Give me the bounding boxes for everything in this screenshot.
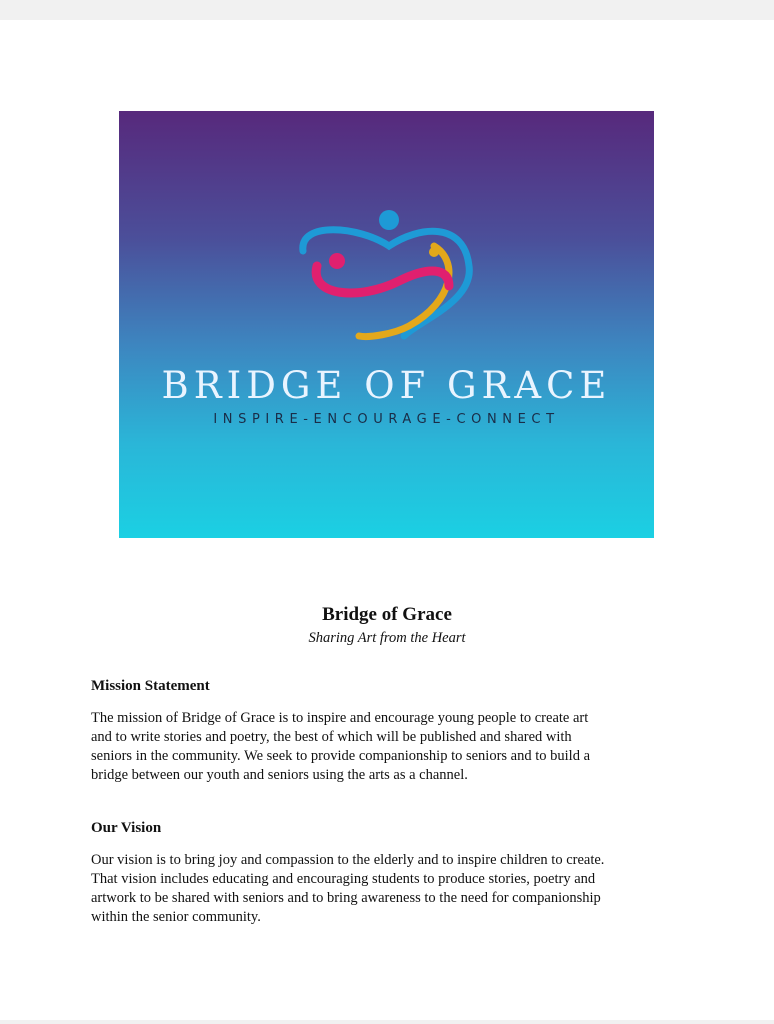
document-page bbox=[0, 20, 774, 1020]
vision-line: within the senior community. bbox=[91, 909, 261, 925]
vision-line: That vision includes educating and encouraging students to produce stories, poetry and bbox=[91, 871, 596, 887]
vision-heading: Our Vision bbox=[91, 820, 162, 836]
document-title: Bridge of Grace bbox=[322, 604, 452, 625]
mission-paragraph bbox=[91, 709, 691, 785]
logo-banner bbox=[119, 111, 654, 538]
mission-line: bridge between our youth and seniors using the arts as a channel. bbox=[91, 767, 468, 783]
vision-line: Our vision is to bring joy and compassion to the elderly and to inspire children to create. bbox=[91, 852, 605, 868]
mission-line: The mission of Bridge of Grace is to inspire and encourage young people to create art bbox=[91, 710, 589, 726]
vision-line: artwork to be shared with seniors and to bring awareness to the need for companionship bbox=[91, 890, 601, 906]
brand-name: BRIDGE OF GRACE bbox=[161, 364, 612, 407]
brand-tagline: INSPIRE-ENCOURAGE-CONNECT bbox=[213, 412, 560, 427]
document-subtitle: Sharing Art from the Heart bbox=[308, 630, 466, 646]
mission-line: seniors in the community. We seek to provide companionship to seniors and to build a bbox=[91, 748, 591, 764]
vision-paragraph bbox=[91, 851, 691, 927]
mission-heading: Mission Statement bbox=[91, 678, 210, 694]
heart-swoosh-logo-icon bbox=[289, 206, 489, 346]
mission-line: and to write stories and poetry, the best of which will be published and shared with bbox=[91, 729, 572, 745]
